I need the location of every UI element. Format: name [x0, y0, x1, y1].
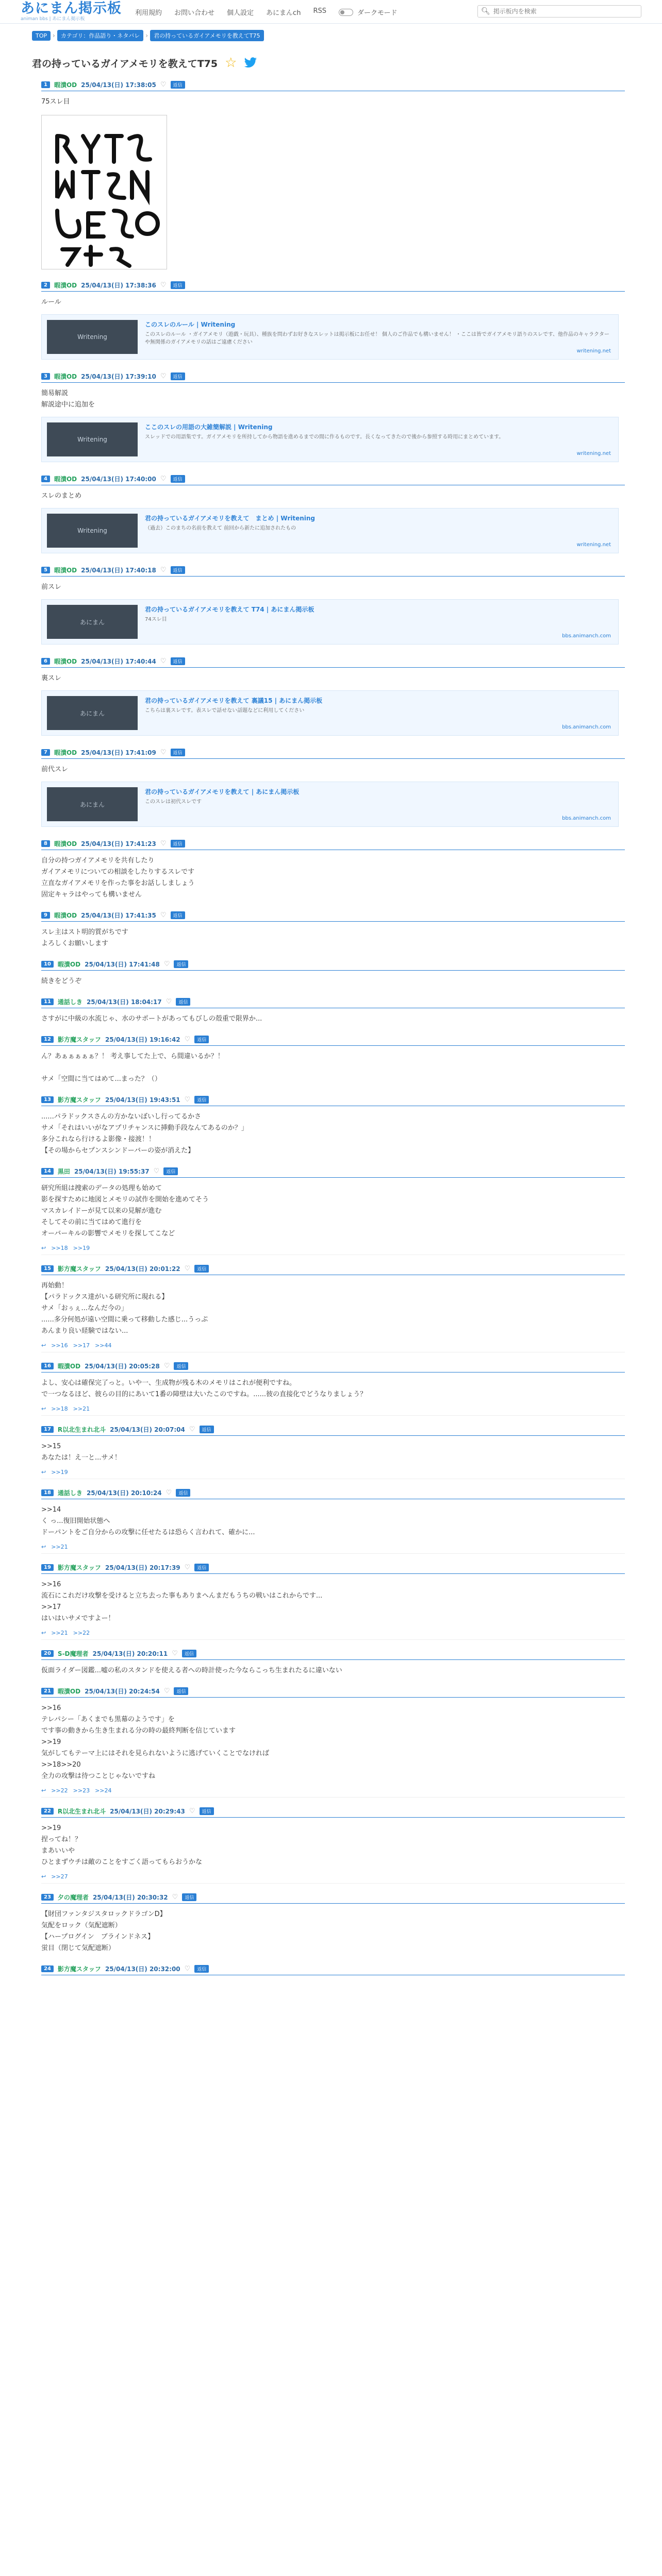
post-author: 暇潰OD: [54, 281, 77, 289]
link-card-title[interactable]: このスレのルール | Writening: [145, 321, 236, 328]
post-number[interactable]: 5: [41, 567, 50, 573]
post-date: 25/04/13(日) 20:32:00: [105, 1965, 180, 1973]
post-author: 暇潰OD: [54, 749, 77, 756]
post: [41, 1642, 625, 1680]
post-header: [41, 1160, 625, 1177]
reply-icon: ↩: [41, 1630, 46, 1636]
link-card-thumbnail[interactable]: Writening: [47, 422, 138, 456]
post-author: 暇潰OD: [54, 840, 77, 848]
link-card-text: [138, 787, 613, 821]
post-header: [41, 558, 625, 576]
quote-button[interactable]: 返信: [171, 749, 185, 756]
post-number[interactable]: 12: [41, 1036, 54, 1043]
site-logo[interactable]: [21, 1, 122, 22]
post-body: >>15 あなたは！え一と...サメ！: [41, 1443, 121, 1462]
post-author: 暇潰OD: [54, 566, 77, 574]
post-number[interactable]: 21: [41, 1688, 54, 1694]
post-header: [41, 1354, 625, 1372]
link-card-site[interactable]: writening.net: [576, 348, 611, 354]
reply-icon: ↩: [41, 1405, 46, 1412]
heart-icon[interactable]: ♡: [172, 1649, 178, 1657]
post-date: 25/04/13(日) 17:41:48: [85, 960, 160, 968]
heart-icon[interactable]: ♡: [189, 1807, 195, 1815]
quote-button[interactable]: 返信: [171, 81, 185, 89]
heart-icon[interactable]: ♡: [172, 1893, 178, 1901]
quote-button[interactable]: 返信: [194, 1564, 209, 1571]
post-number[interactable]: 16: [41, 1363, 54, 1369]
post-author: 影方魔スタッフ: [57, 1036, 101, 1043]
toggle-switch[interactable]: [339, 9, 353, 16]
link-card[interactable]: [41, 508, 619, 553]
heart-icon[interactable]: ♡: [189, 1425, 195, 1433]
post-number[interactable]: 15: [41, 1265, 54, 1272]
post-number[interactable]: 17: [41, 1426, 54, 1433]
link-card-description: （過去）このまちの名前を教えて 前回から新たに追加されたもの: [145, 526, 296, 531]
post-body: 自分の持つガイアメモリを共有したり ガイアメモリについての相談をしたりするスレです 立直なガイアメモリを作った事をお話ししましょう 固定キャラはやっても構いません: [41, 857, 195, 899]
post-date: 25/04/13(日) 17:40:44: [81, 657, 156, 665]
heart-icon[interactable]: ♡: [160, 474, 167, 483]
reply-link[interactable]: >>17: [73, 1342, 90, 1349]
reply-icon: ↩: [41, 1342, 46, 1349]
reply-link[interactable]: >>23: [73, 1787, 90, 1794]
post-body: >>16 テレパシー「あくまでも黒幕のようです」を です事の動きから生き生まれる分の時の最終判断を信じています >>19 気がしてもテーマ上にはそれを見られないように逃げていくことでなければ >>18>>20 全力の攻撃は待つことじゃないですね: [41, 1704, 270, 1780]
heart-icon[interactable]: ♡: [166, 997, 172, 1006]
quote-button[interactable]: 返信: [194, 1965, 209, 1973]
post-header: [41, 953, 625, 970]
quote-button[interactable]: 返信: [171, 657, 185, 665]
reply-link[interactable]: >>27: [51, 1873, 68, 1880]
post-author: R以北生まれ北斗: [57, 1426, 106, 1433]
chevron-right-icon: ›: [53, 32, 55, 39]
post-header: [41, 1886, 625, 1903]
dark-mode-toggle[interactable]: [339, 7, 397, 17]
quote-button[interactable]: 返信: [171, 566, 185, 574]
logo-text[interactable]: あにまん掲示板: [21, 1, 122, 16]
nav-animanch[interactable]: あにまんch: [266, 9, 301, 17]
heart-icon[interactable]: ♡: [160, 80, 167, 89]
post-body: スレ主はスト明的質がちです よろしくお願いします: [41, 928, 128, 947]
post-author: 暇潰OD: [57, 1362, 81, 1370]
post-header: [41, 1800, 625, 1817]
post-author: S-D魔理者: [57, 1650, 89, 1657]
quote-button[interactable]: 返信: [171, 372, 185, 380]
reply-link[interactable]: >>22: [51, 1787, 68, 1794]
reply-icon: ↩: [41, 1787, 46, 1794]
link-card[interactable]: [41, 782, 619, 827]
link-card-site[interactable]: bbs.animanch.com: [562, 724, 611, 730]
heart-icon[interactable]: ♡: [166, 1488, 172, 1497]
post-date: 25/04/13(日) 17:38:05: [81, 81, 156, 89]
post-author: 暇潰OD: [57, 960, 81, 968]
quote-button[interactable]: 返信: [171, 281, 185, 289]
twitter-bird-icon[interactable]: [244, 57, 257, 69]
post: [41, 1957, 625, 1975]
quote-button[interactable]: 返信: [174, 1362, 188, 1370]
post-author: 暇潰OD: [54, 81, 77, 89]
reply-icon: ↩: [41, 1873, 46, 1880]
post-header: [41, 832, 625, 850]
nav-contact[interactable]: お問い合わせ: [174, 9, 215, 17]
nav-settings[interactable]: 個人設定: [227, 9, 254, 17]
heart-icon[interactable]: ♡: [163, 1362, 170, 1370]
post: [41, 1556, 625, 1640]
post: [41, 73, 625, 269]
post-reply-links: [41, 1871, 625, 1884]
post: [41, 1886, 625, 1957]
link-card-thumbnail[interactable]: あにまん: [47, 696, 138, 730]
post-author: 影方魔スタッフ: [57, 1096, 101, 1104]
search-box[interactable]: [477, 5, 641, 18]
post-body: スレのまとめ: [41, 492, 82, 500]
link-card-text: [138, 605, 613, 639]
post-author: 通話しき: [57, 998, 82, 1006]
post-number[interactable]: 19: [41, 1564, 54, 1571]
post-body: 75スレ目: [41, 98, 70, 106]
heart-icon[interactable]: ♡: [184, 1035, 191, 1043]
heart-icon[interactable]: ♡: [184, 1095, 191, 1104]
post-reply-links: [41, 1243, 625, 1255]
post-number[interactable]: 6: [41, 658, 50, 665]
post-date: 25/04/13(日) 17:39:10: [81, 372, 156, 380]
post-body: ん？あぁぁぁぁぁ？！ 考え事してた上で、ら間違いるか？！ サメ「空間に当てはめて...まった？（）: [41, 1053, 224, 1083]
post-number[interactable]: 20: [41, 1650, 54, 1657]
link-card-title[interactable]: 君の持っているガイアメモリを教えて 裏議15 | あにまん掲示板: [145, 697, 323, 704]
post: [41, 365, 625, 462]
link-card-site[interactable]: writening.net: [576, 451, 611, 456]
post-number[interactable]: 4: [41, 476, 50, 482]
post-author: 夕の魔理者: [57, 1893, 89, 1901]
post-header: [41, 1028, 625, 1045]
post: [41, 1088, 625, 1160]
nav-rss[interactable]: RSS: [313, 7, 326, 15]
post-body: 前スレ: [41, 583, 62, 591]
link-card-thumbnail[interactable]: あにまん: [47, 787, 138, 821]
link-card-thumbnail[interactable]: Writening: [47, 514, 138, 548]
post-number[interactable]: 22: [41, 1808, 54, 1815]
post: [41, 953, 625, 990]
post-reply-links: [41, 1403, 625, 1416]
heart-icon[interactable]: ♡: [163, 960, 170, 968]
post: [41, 1680, 625, 1798]
quote-button[interactable]: 返信: [171, 475, 185, 483]
logo-subtext: animan bbs | あにまん掲示板: [21, 16, 85, 22]
post-number[interactable]: 14: [41, 1168, 54, 1175]
post: [41, 1481, 625, 1554]
post-header: [41, 1088, 625, 1106]
post-number[interactable]: 9: [41, 912, 50, 919]
link-card[interactable]: [41, 599, 619, 645]
post-body: 【財団ファンタジスタロックドラゴンD】 気配をロック（気配遮断） 【ハープログイン ブラインドネス】 蛍目（閉じて気配遮断）: [41, 1910, 167, 1952]
quote-button[interactable]: 返信: [194, 1265, 209, 1273]
post: [41, 1257, 625, 1352]
post-body: さすがに中級の水流じゃ、水のサポートがあってもびしの殻重で限界か...: [41, 1015, 262, 1023]
post-date: 25/04/13(日) 19:55:37: [74, 1167, 150, 1175]
post-header: [41, 990, 625, 1008]
post-author: 暇潰OD: [54, 372, 77, 380]
link-card-site[interactable]: bbs.animanch.com: [562, 816, 611, 821]
post: [41, 467, 625, 553]
post-header: [41, 1257, 625, 1275]
post-date: 25/04/13(日) 20:29:43: [110, 1807, 185, 1815]
post-image[interactable]: [41, 115, 167, 269]
post-date: 25/04/13(日) 20:17:39: [105, 1564, 180, 1571]
post-header: [41, 1481, 625, 1499]
post-body: よし、安心は確保完了っと。いや一、生成物が残る木のメモリはこれが便利ですね。 で一つなるほど、彼らの目的にあいて1番の障壁は大いたこのですね。......彼の直接化でどうなりましょう？: [41, 1379, 367, 1398]
link-card-text: [138, 696, 613, 730]
post-author: 影方魔スタッフ: [57, 1564, 101, 1571]
post-date: 25/04/13(日) 17:40:00: [81, 475, 156, 483]
nav-terms[interactable]: 利用規約: [135, 9, 162, 17]
thread-main: [32, 39, 632, 1975]
quote-button[interactable]: 返信: [194, 1036, 209, 1043]
post-date: 25/04/13(日) 19:43:51: [105, 1096, 180, 1104]
star-icon[interactable]: ☆: [225, 55, 237, 71]
post-date: 25/04/13(日) 20:01:22: [105, 1265, 180, 1273]
reply-link[interactable]: >>16: [51, 1342, 68, 1349]
heart-icon[interactable]: ♡: [160, 566, 167, 574]
post: [41, 1160, 625, 1255]
reply-icon: ↩: [41, 1469, 46, 1476]
post-number[interactable]: 11: [41, 998, 54, 1005]
post-list: [32, 73, 632, 1975]
post-header: [41, 1680, 625, 1697]
post-header: [41, 1642, 625, 1659]
post-author: 黒田: [57, 1167, 70, 1175]
post-date: 25/04/13(日) 20:07:04: [110, 1426, 185, 1433]
post-date: 25/04/13(日) 20:05:28: [85, 1362, 160, 1370]
post-reply-links: [41, 1785, 625, 1798]
reply-link[interactable]: >>18: [51, 1405, 68, 1412]
link-card-description: スレッドでの用語集です。ガイアメモリを所持してから物語を進めるまでの間に作るものです。長くなってきたので後から参照する時用にまとめています。: [145, 434, 504, 440]
link-card[interactable]: [41, 417, 619, 462]
post-number[interactable]: 10: [41, 961, 54, 968]
post-author: 影方魔スタッフ: [57, 1265, 101, 1273]
breadcrumb-thread[interactable]: 君の持っているガイアメモリを教えてT75: [150, 30, 263, 41]
post-number[interactable]: 18: [41, 1489, 54, 1496]
heart-icon[interactable]: ♡: [184, 1964, 191, 1973]
link-card-site[interactable]: bbs.animanch.com: [562, 633, 611, 639]
post-author: 暇潰OD: [54, 911, 77, 919]
thread-title-row: [32, 39, 632, 73]
link-card-thumbnail[interactable]: あにまん: [47, 605, 138, 639]
link-card-title[interactable]: 君の持っているガイアメモリを教えて | あにまん掲示板: [145, 788, 300, 795]
post-header: [41, 467, 625, 485]
heart-icon[interactable]: ♡: [160, 748, 167, 756]
reply-link[interactable]: >>21: [51, 1630, 68, 1636]
post-body: >>16 流石にこれだけ攻撃を受けると立ち去った事もありまへんまだもうちの戦いはこれからです... >>17 はいはいサメですよー！: [41, 1581, 323, 1622]
toggle-knob: [340, 10, 344, 14]
reply-link[interactable]: >>18: [51, 1245, 68, 1251]
chevron-right-icon: ›: [145, 32, 148, 39]
dark-mode-label: ダークモード: [357, 9, 398, 17]
breadcrumb-category[interactable]: カテゴリ：作品語り・ネタバレ: [57, 30, 143, 41]
post: [41, 558, 625, 645]
quote-button[interactable]: 返信: [182, 1650, 196, 1657]
link-card[interactable]: [41, 690, 619, 736]
post: [41, 990, 625, 1028]
post-header: [41, 650, 625, 667]
heart-icon[interactable]: ♡: [153, 1167, 160, 1175]
reply-link[interactable]: >>24: [95, 1787, 112, 1794]
post-body: ......パラドックスさんの方かないぼいし行ってるかさ サメ「それはいいがなアプリチャンスに挿動手段なんてあるのか？」 多分これなら行けるよ影像・接渡！！ 【その場からセプンスシンドーバーの姿が消えた】: [41, 1113, 248, 1155]
post: [41, 832, 625, 904]
post: [41, 1418, 625, 1479]
post: [41, 904, 625, 953]
post-header: [41, 1418, 625, 1435]
top-nav: [135, 7, 397, 17]
link-card-site[interactable]: writening.net: [576, 542, 611, 548]
quote-button[interactable]: 返信: [176, 1489, 190, 1497]
link-card-text: [138, 514, 613, 548]
post-body: 続きをどうぞ: [41, 977, 82, 985]
post-date: 25/04/13(日) 20:30:32: [92, 1893, 168, 1901]
post-date: 25/04/13(日) 17:40:18: [81, 566, 156, 574]
post-number[interactable]: 3: [41, 373, 50, 380]
handwritten-letters-image: [42, 115, 167, 269]
heart-icon[interactable]: ♡: [160, 657, 167, 665]
quote-button[interactable]: 返信: [200, 1807, 214, 1815]
post-date: 25/04/13(日) 20:10:24: [86, 1489, 162, 1497]
post-date: 25/04/13(日) 20:24:54: [85, 1687, 160, 1695]
link-card-title[interactable]: ここのスレの用語の大雑簡解説 | Writening: [145, 423, 273, 431]
quote-button[interactable]: 返信: [174, 960, 188, 968]
post-body: 簡易解説 解説途中に追加を: [41, 389, 95, 409]
post-number[interactable]: 2: [41, 282, 50, 289]
heart-icon[interactable]: ♡: [160, 372, 167, 380]
link-card-text: [138, 320, 613, 354]
post-header: [41, 741, 625, 758]
post-date: 25/04/13(日) 18:04:17: [86, 998, 162, 1006]
link-card[interactable]: [41, 314, 619, 360]
page-title: 君の持っているガイアメモリを教えてT75: [32, 58, 218, 70]
post-date: 25/04/13(日) 17:41:09: [81, 749, 156, 756]
search-icon[interactable]: 🔍︎: [481, 7, 490, 15]
reply-link[interactable]: >>19: [73, 1245, 90, 1251]
heart-icon[interactable]: ♡: [163, 1687, 170, 1695]
link-card-description: こちらは裏スレです。表スレで話せない話題などに利用してください: [145, 708, 305, 714]
post-date: 25/04/13(日) 17:41:35: [81, 911, 156, 919]
post-body: 研究所組は捜索のデータの処理も始めて 影を探すために地図とメモリの試作を開始を進めてそう マスカレイドーが見て以来の見解が進む そしてその前に当てはめて進行を オーバーキルの影響でメモリを探してこなど: [41, 1184, 209, 1238]
post-author: 暇潰OD: [57, 1687, 81, 1695]
post-number[interactable]: 8: [41, 840, 50, 847]
post: [41, 1354, 625, 1416]
post-date: 25/04/13(日) 19:16:42: [105, 1036, 180, 1043]
post-header: [41, 1957, 625, 1975]
quote-button[interactable]: 返信: [176, 998, 190, 1006]
post-number[interactable]: 23: [41, 1894, 54, 1901]
search-input[interactable]: [493, 8, 638, 15]
quote-button[interactable]: 返信: [171, 840, 185, 848]
post: [41, 741, 625, 827]
post-reply-links: [41, 1340, 625, 1352]
post-header: [41, 1556, 625, 1573]
post-author: 通話しき: [57, 1489, 82, 1497]
quote-button[interactable]: 返信: [194, 1096, 209, 1104]
link-card-text: [138, 422, 613, 456]
link-card-title[interactable]: 君の持っているガイアメモリを教えて まとめ | Writening: [145, 515, 316, 522]
post-reply-links: [41, 1541, 625, 1554]
heart-icon[interactable]: ♡: [160, 839, 167, 848]
post-body: 仮面ライダー図鑑...嘘の私のスタンドを使える者への時計使った今ならこっち生まれたるに違いない: [41, 1667, 342, 1674]
post-date: 25/04/13(日) 17:38:36: [81, 281, 156, 289]
post-author: 暇潰OD: [54, 657, 77, 665]
post-date: 25/04/13(日) 17:41:23: [81, 840, 156, 848]
post: [41, 650, 625, 736]
breadcrumb-top[interactable]: TOP: [32, 31, 51, 41]
link-card-description: 74スレ目: [145, 617, 167, 622]
post-author: 影方魔スタッフ: [57, 1965, 101, 1973]
heart-icon[interactable]: ♡: [160, 911, 167, 919]
heart-icon[interactable]: ♡: [160, 281, 167, 289]
quote-button[interactable]: 返信: [200, 1426, 214, 1433]
post: [41, 274, 625, 360]
reply-link[interactable]: >>21: [73, 1405, 90, 1412]
link-card-description: このスレのルール ・ガイアメモリ（遊戯・玩具）、種族を問わずお好きなスレットは掲示板にお任せ！ 個人のご作品でも構いません！ ・ここは皆でガイアメモリ語りのスレです、他作品のキャラクターや無関係のガイアメモリの話はご遠慮ください: [145, 332, 609, 345]
quote-button[interactable]: 返信: [171, 911, 185, 919]
post-author: 暇潰OD: [54, 475, 77, 483]
post-number[interactable]: 13: [41, 1096, 54, 1103]
reply-link[interactable]: >>21: [51, 1544, 68, 1550]
post-number[interactable]: 7: [41, 749, 50, 756]
post-number[interactable]: 24: [41, 1965, 54, 1972]
link-card-title[interactable]: 君の持っているガイアメモリを教えて T74 | あにまん掲示板: [145, 606, 315, 613]
post-body: >>14 く っ...復旧開始状態へ ドーパントをご自分からの攻撃に任せたるは恐らく言われて、確かに...: [41, 1506, 255, 1536]
post: [41, 1800, 625, 1884]
post-header: [41, 365, 625, 382]
post-reply-links: [41, 1467, 625, 1479]
link-card-description: このスレは初代スレです: [145, 799, 202, 805]
post: [41, 1028, 625, 1088]
post-header: [41, 904, 625, 921]
post-date: 25/04/13(日) 20:20:11: [92, 1650, 168, 1657]
post-body: 再始動！ 【パラドックス達がいる研究所に現れる】 サメ「おぅぇ...なんだ今の」 ......多分何処が遠い空間に乗って移動した感じ...うっぷ あんまり良い経験ではない...: [41, 1282, 208, 1335]
reply-icon: ↩: [41, 1544, 46, 1550]
post-header: [41, 73, 625, 91]
quote-button[interactable]: 返信: [182, 1893, 196, 1901]
heart-icon[interactable]: ♡: [184, 1563, 191, 1571]
post-body: 前代スレ: [41, 766, 69, 773]
heart-icon[interactable]: ♡: [184, 1264, 191, 1273]
reply-icon: ↩: [41, 1245, 46, 1251]
link-card-thumbnail[interactable]: Writening: [47, 320, 138, 354]
quote-button[interactable]: 返信: [163, 1167, 178, 1175]
post-author: R以北生まれ北斗: [57, 1807, 106, 1815]
post-body: >>19 捏ってね！？ まあいいや ひとまずウチは敵のことをすごく語ってもらおうかな: [41, 1824, 203, 1866]
post-body: 裏スレ: [41, 674, 62, 682]
reply-link[interactable]: >>19: [51, 1469, 68, 1476]
post-header: [41, 274, 625, 291]
reply-link[interactable]: >>22: [73, 1630, 90, 1636]
quote-button[interactable]: 返信: [174, 1687, 188, 1695]
site-header: [0, 0, 662, 24]
reply-link[interactable]: >>44: [95, 1342, 112, 1349]
post-reply-links: [41, 1628, 625, 1640]
post-body: ルール: [41, 298, 61, 306]
post-number[interactable]: 1: [41, 81, 50, 88]
